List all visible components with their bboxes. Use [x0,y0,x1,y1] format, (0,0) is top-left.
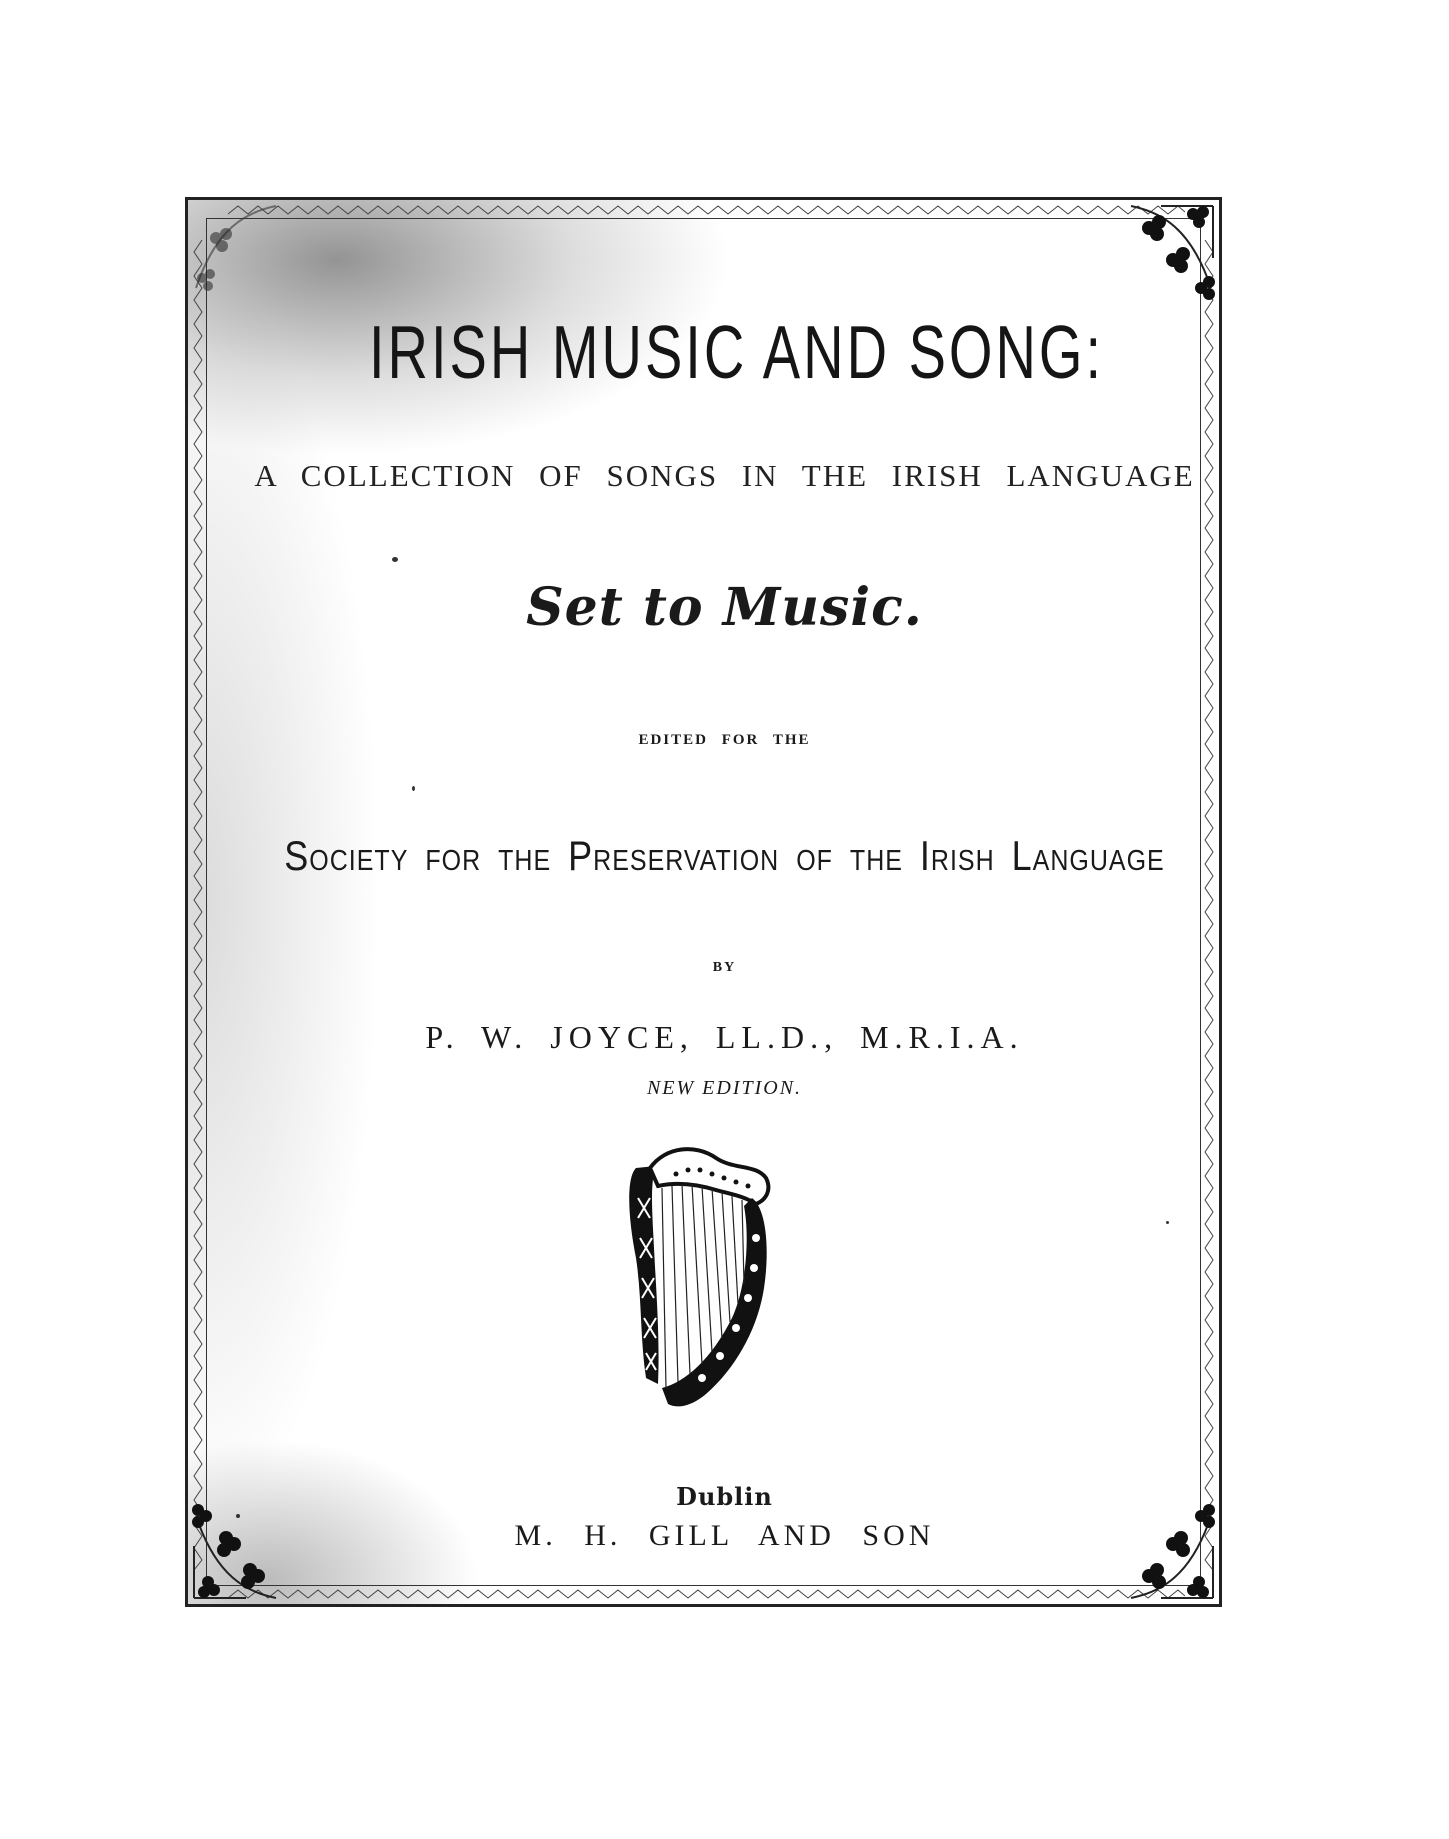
edition-label: NEW EDITION. [646,1077,803,1099]
shamrock-icon [1111,198,1221,308]
publisher-name: M. H. GILL AND SON [514,1519,935,1552]
print-speck [1166,1221,1169,1224]
harp-icon [616,1138,776,1412]
author-name: P. W. JOYCE, LL.D., M.R.I.A. [425,1019,1024,1055]
print-speck [412,786,415,791]
book-subtitle: A COLLECTION OF SONGS IN THE IRISH LANGUAGE [254,458,1195,493]
society-name: Society for the Preservation of the Irish Language [284,832,1165,880]
by-label: BY [712,960,737,975]
publication-place: Dublin [676,1482,773,1511]
edited-for-label: EDITED FOR THE [638,732,811,748]
top-zigzag-border [228,204,1185,216]
left-zigzag-border [192,240,204,1570]
print-speck [236,1514,240,1518]
print-speck [392,557,398,562]
right-zigzag-border [1203,240,1215,1570]
book-title: IRISH MUSIC AND SONG: [368,309,1105,395]
bottom-zigzag-border [228,1588,1185,1600]
set-to-music-heading: Set to Music. [526,577,923,638]
shamrock-icon [186,198,296,308]
